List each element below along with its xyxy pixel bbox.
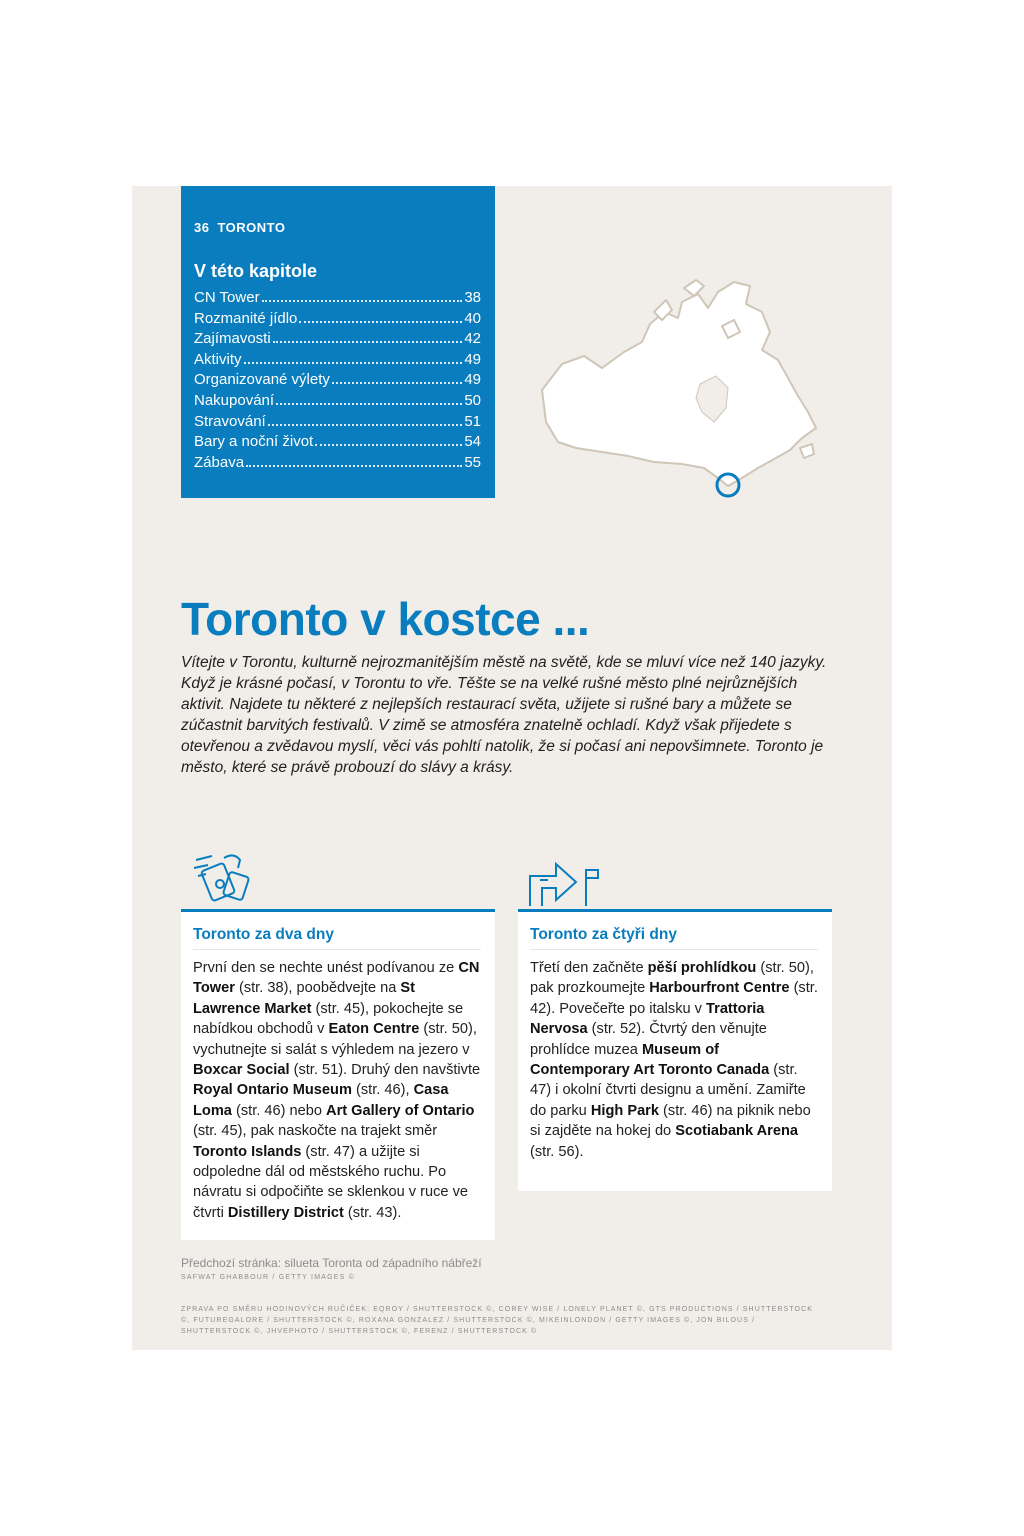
highlighted-place: Scotiabank Arena (675, 1123, 798, 1140)
canada-map-icon (532, 272, 822, 512)
four-day-itinerary-card (518, 909, 832, 1191)
body-text: (str. 50), vychutnejte si salát s výhledem na jezero v (193, 1021, 477, 1058)
highlighted-place: St Lawrence Market (193, 980, 415, 1017)
highlighted-place: Trattoria Nervosa (530, 1000, 765, 1038)
toc-item-label: Stravování (194, 412, 266, 430)
toc-item-label: Bary a noční život (194, 433, 314, 451)
toc-item (194, 370, 481, 391)
body-text: (str. 46) na piknik nebo si zajděte na hokej do (530, 1102, 811, 1140)
toc-item-page: 42 (464, 330, 481, 348)
toc-item-page: 50 (464, 391, 481, 409)
section-name: TORONTO (217, 220, 286, 235)
highlighted-place: High Park (590, 1102, 659, 1119)
page-number: 36 (194, 220, 210, 235)
signpost-arrow-icon (526, 858, 606, 908)
toc-item-page: 38 (464, 289, 481, 306)
toc-item-label: Zajímavosti (194, 330, 271, 348)
running-head (194, 220, 481, 235)
body-text: (str. 51). Druhý den navštivte (289, 1062, 481, 1079)
highlighted-place: pěší prohlídkou (647, 960, 757, 976)
toc-leader-dots (262, 300, 463, 302)
toc-item (194, 432, 481, 453)
toc-leader-dots (315, 444, 462, 446)
toc-leader-dots (268, 424, 463, 426)
toc-item-label: Zábava (194, 453, 245, 471)
card-title: Toronto za čtyři dny (530, 926, 818, 950)
toc-item (194, 412, 481, 433)
toc-item-page: 54 (464, 433, 481, 451)
toc-leader-dots (299, 321, 462, 323)
toc-item (194, 391, 481, 412)
toc-item (194, 309, 481, 330)
body-text: (str. 56). (530, 1143, 584, 1160)
toc-item-page: 49 (464, 371, 481, 389)
body-text: (str. 43). (343, 1204, 402, 1221)
toc-item-page: 49 (464, 350, 481, 368)
body-text: (str. 52). Čtvrtý den věnujte prohlídce muzea (530, 1021, 767, 1058)
highlighted-place: Casa Loma (193, 1082, 449, 1119)
highlighted-place: Eaton Centre (328, 1021, 420, 1038)
luggage-icon (190, 850, 260, 906)
toc-item-label: Rozmanité jídlo (194, 309, 298, 327)
toc-leader-dots (273, 341, 463, 343)
body-text: (str. 42). Povečeřte po italsku v (530, 980, 818, 1017)
toc-leader-dots (332, 382, 462, 384)
two-day-itinerary-card (181, 909, 495, 1240)
highlighted-place: Distillery District (227, 1204, 344, 1221)
toc-item-label: CN Tower (194, 289, 260, 306)
highlighted-place: Harbourfront Centre (649, 980, 790, 997)
toc-item (194, 350, 481, 371)
toc-list (194, 288, 481, 473)
card-title: Toronto za dva dny (193, 926, 481, 950)
body-text: (str. 45), pak naskočte na trajekt směr (193, 1123, 438, 1140)
body-text: (str. 47) a užijte si odpoledne dál od městského ruchu. Po návratu si odpočiňte se sklenkou v ruce ve čtvrti (193, 1143, 469, 1221)
page (132, 186, 892, 1350)
photo-credit: SAFWAT GHABBOUR / GETTY IMAGES © (181, 1274, 355, 1281)
highlighted-place: Art Gallery of Ontario (326, 1102, 475, 1119)
body-text: (str. 38), poobědvejte na (234, 980, 401, 997)
toc-item (194, 329, 481, 350)
toc-item-page: 40 (464, 309, 481, 327)
toc-item (194, 288, 481, 309)
body-text: Třetí den začněte (530, 960, 648, 976)
highlighted-place: Boxcar Social (193, 1062, 290, 1079)
toc-leader-dots (246, 465, 462, 467)
toc-item-page: 51 (464, 412, 481, 430)
chapter-contents-box (181, 186, 495, 498)
toc-item-label: Organizované výlety (194, 371, 330, 389)
body-text: (str. 47) i okolní čtvrti designu a umění. Zamiřte do parku (530, 1062, 806, 1119)
toc-leader-dots (244, 362, 463, 364)
toc-title: V této kapitole (194, 261, 318, 281)
highlighted-place: CN Tower (193, 960, 480, 997)
highlighted-place: Toronto Islands (193, 1143, 302, 1160)
body-text: První den se nechte unést podívanou ze (193, 960, 459, 976)
toc-item-page: 55 (464, 453, 481, 471)
toc-item (194, 453, 481, 474)
intro-paragraph: Vítejte v Torontu, kulturně nejrozmanitějším městě na světě, kde se mluví více než 140 jazyky. Když je krásné počasí, v Torontu to vře. Těšte se na velké rušné město plné nejrůznějších aktivit. Najdete tu některé z nejlepších restaurací světa, užijete si rušné bary a můžete se zúčastnit barvitých festivalů. V zimě se atmosféra znatelně ochladí. Když však přijedete s otevřenou a zvědavou myslí, věci vás pohltí natolik, že si počasí ani nepovšimnete. Toronto je město, které se právě probouzí do slávy a krásy. (181, 654, 827, 776)
card-body (530, 958, 818, 1162)
page-title: Toronto v kostce ... (181, 593, 590, 645)
toc-item-label: Nakupování (194, 391, 275, 409)
highlighted-place: Museum of Contemporary Art Toronto Canada (530, 1041, 770, 1079)
card-body (193, 958, 481, 1223)
photo-credits: ZPRAVA PO SMĚRU HODINOVÝCH RUČIČEK: EQROY / SHUTTERSTOCK ©, COREY WISE / LONELY PLANET ©, GTS PRODUCTIONS / SHUTTERSTOCK ©, FUTUREGALORE / SHUTTERSTOCK ©, ROXANA GONZALEZ / SHUTTERSTOCK ©, MIKEINLONDON / GETTY IMAGES ©, JON BILOUS / SHUTTERSTOCK ©, JHVEPHOTO / SHUTTERSTOCK ©, FERENZ / SHUTTERSTOCK © (181, 1306, 814, 1335)
highlighted-place: Royal Ontario Museum (193, 1082, 352, 1099)
body-text: (str. 46) nebo (231, 1102, 327, 1119)
photo-caption: Předchozí stránka: silueta Toronta od západního nábřeží (181, 1256, 482, 1270)
body-text: (str. 50), pak prozkoumejte (530, 960, 814, 997)
toc-leader-dots (276, 403, 462, 405)
body-text: (str. 45), pokochejte se nabídkou obchodů v (193, 1000, 464, 1038)
body-text: (str. 46), (351, 1082, 414, 1099)
toc-item-label: Aktivity (194, 350, 242, 368)
